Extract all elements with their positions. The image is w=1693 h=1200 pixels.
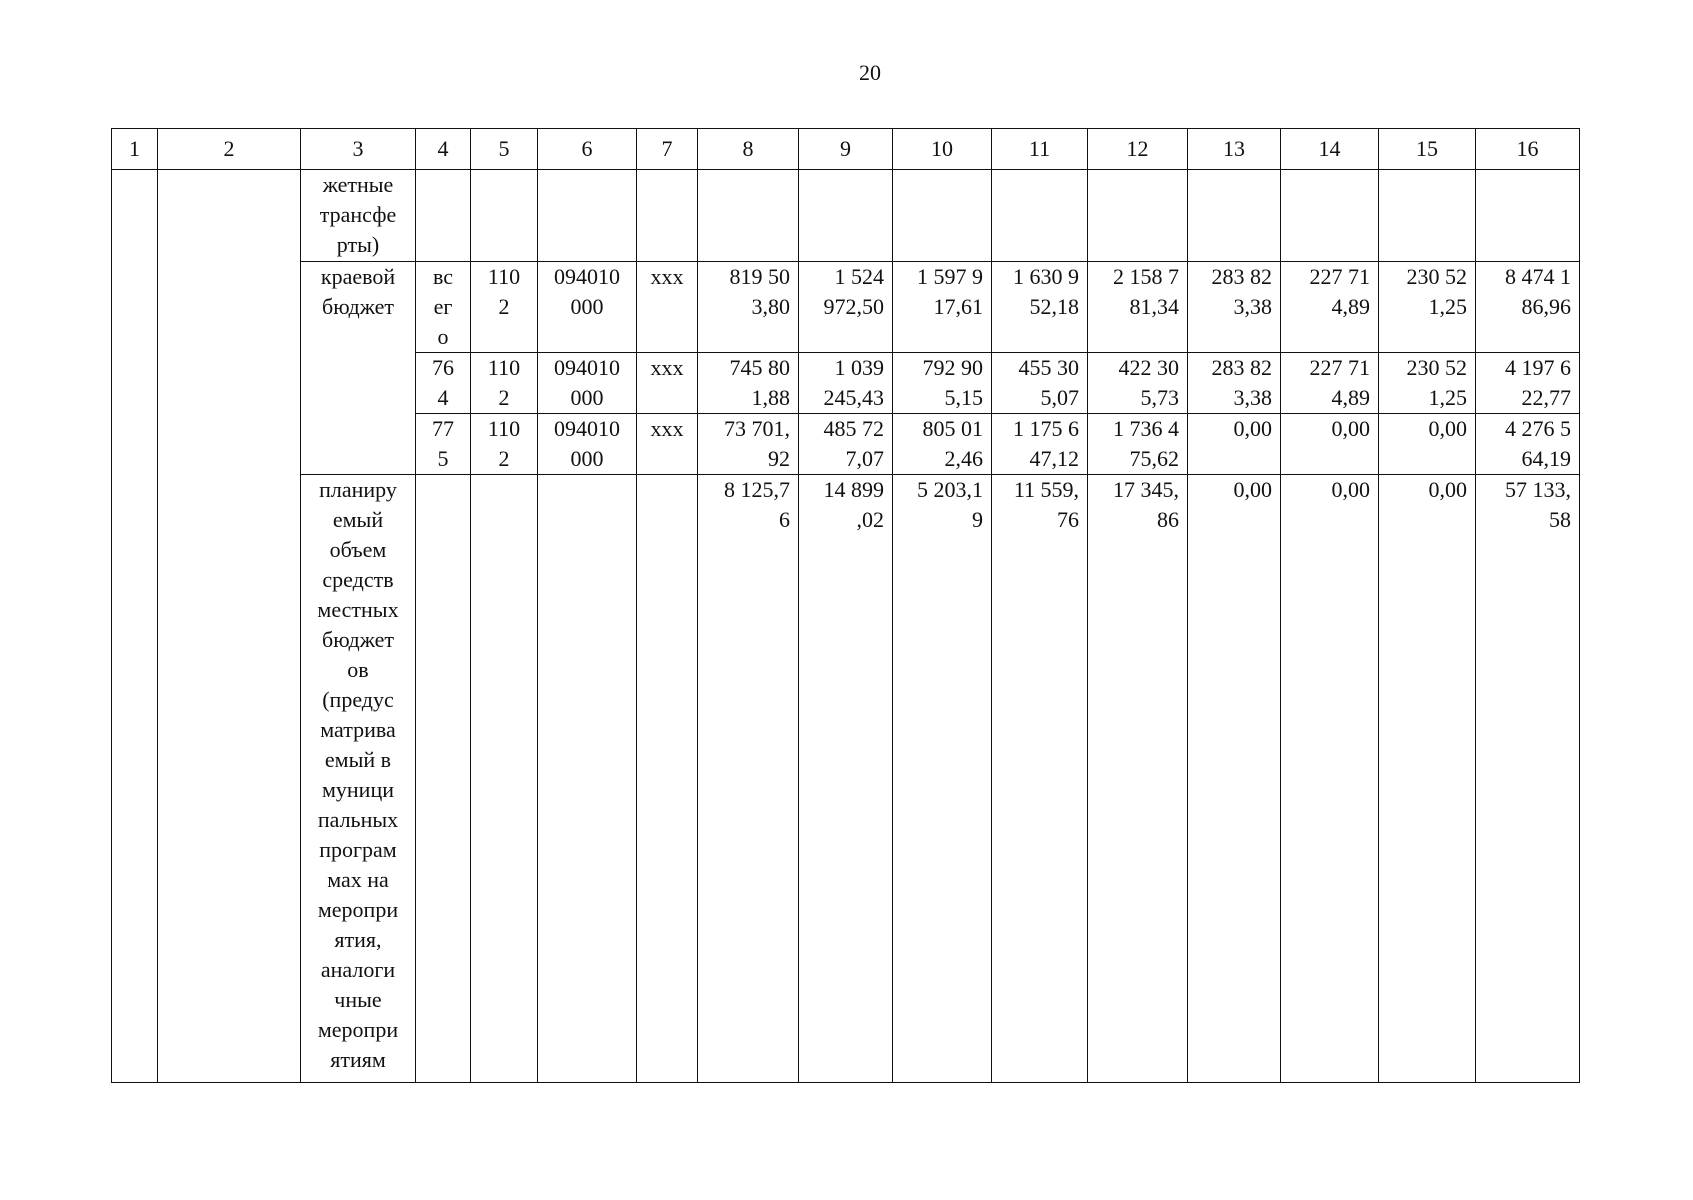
value-cell: 1 630 9 52,18 [1013, 264, 1079, 319]
column-number-row [112, 129, 1580, 170]
value-cell: 745 80 1,88 [729, 355, 790, 410]
column-number: 9 [799, 129, 893, 170]
empty-cell [1281, 170, 1379, 262]
value-cell: 4 276 5 64,19 [1505, 416, 1571, 471]
column-number: 15 [1379, 129, 1476, 170]
empty-cell [416, 170, 471, 262]
target-code: 094010 000 [554, 264, 620, 319]
value-cell: 455 30 5,07 [1018, 355, 1079, 410]
source-name: планиру емый объем средств местных бюджет ов (предус матрива емый в муници пальных програм мах на меропри ятия, аналоги чные меропри ятиям [317, 477, 399, 1072]
value-cell: 1 597 9 17,61 [917, 264, 983, 319]
source-name-cell [301, 475, 416, 1083]
value-cell: 0,00 [1428, 477, 1467, 502]
expense-code: ххх [650, 416, 684, 441]
budget-table [111, 128, 1580, 1083]
value-cell: 227 71 4,89 [1309, 264, 1370, 319]
value-cell: 230 52 1,25 [1406, 264, 1467, 319]
empty-cell [1188, 170, 1281, 262]
value-cell: 422 30 5,73 [1118, 355, 1179, 410]
column-number: 7 [637, 129, 698, 170]
table-row [112, 262, 1580, 353]
empty-cell [1379, 170, 1476, 262]
column-number: 1 [112, 129, 158, 170]
table-row [112, 475, 1580, 1083]
empty-cell [799, 170, 893, 262]
source-name-cell [301, 262, 416, 475]
empty-cell [1088, 170, 1188, 262]
value-cell: 805 01 2,46 [922, 416, 983, 471]
column-number: 6 [538, 129, 637, 170]
value-cell: 819 50 3,80 [729, 264, 790, 319]
column-number: 12 [1088, 129, 1188, 170]
value-cell: 485 72 7,07 [823, 416, 884, 471]
source-name-cell [301, 170, 416, 262]
value-cell: 14 899 ,02 [823, 477, 884, 532]
value-cell: 73 701, 92 [724, 416, 790, 471]
value-cell: 17 345, 86 [1113, 477, 1179, 532]
value-cell: 4 197 6 22,77 [1505, 355, 1571, 410]
target-code: 094010 000 [554, 416, 620, 471]
section-code: 110 2 [487, 355, 521, 410]
page-number: 20 [859, 60, 881, 85]
source-name: краевой бюджет [320, 264, 396, 319]
empty-cell [637, 170, 698, 262]
column-number: 2 [158, 129, 301, 170]
column-number: 14 [1281, 129, 1379, 170]
target-code: 094010 000 [554, 355, 620, 410]
value-cell: 1 039 245,43 [823, 355, 884, 410]
value-cell: 0,00 [1233, 477, 1272, 502]
value-cell: 8 125,7 6 [724, 477, 790, 532]
table-row [112, 170, 1580, 262]
column-number: 13 [1188, 129, 1281, 170]
value-cell: 0,00 [1428, 416, 1467, 441]
admin-code: 76 4 [432, 355, 454, 410]
section-code: 110 2 [487, 416, 521, 471]
value-cell: 1 736 4 75,62 [1113, 416, 1179, 471]
empty-cell [992, 170, 1088, 262]
value-cell: 0,00 [1331, 416, 1370, 441]
admin-code: вс ег о [432, 264, 454, 349]
empty-cell [416, 475, 471, 1083]
value-cell: 283 82 3,38 [1211, 355, 1272, 410]
value-cell: 792 90 5,15 [922, 355, 983, 410]
source-name: жетные трансфе рты) [319, 172, 397, 257]
value-cell: 230 52 1,25 [1406, 355, 1467, 410]
expense-code: ххх [650, 264, 684, 289]
column-number: 16 [1476, 129, 1580, 170]
empty-cell [538, 475, 637, 1083]
column-number: 8 [698, 129, 799, 170]
empty-cell [471, 170, 538, 262]
column-number: 10 [893, 129, 992, 170]
value-cell: 227 71 4,89 [1309, 355, 1370, 410]
value-cell: 1 175 6 47,12 [1013, 416, 1079, 471]
column-number: 5 [471, 129, 538, 170]
column-number: 3 [301, 129, 416, 170]
cell-col1 [112, 170, 158, 1083]
expense-code: ххх [650, 355, 684, 380]
value-cell: 57 133, 58 [1505, 477, 1571, 532]
empty-cell [1476, 170, 1580, 262]
value-cell: 5 203,1 9 [917, 477, 983, 532]
value-cell: 283 82 3,38 [1211, 264, 1272, 319]
empty-cell [698, 170, 799, 262]
empty-cell [893, 170, 992, 262]
empty-cell [538, 170, 637, 262]
cell-col2 [158, 170, 301, 1083]
value-cell: 8 474 1 86,96 [1505, 264, 1571, 319]
column-number: 11 [992, 129, 1088, 170]
value-cell: 0,00 [1233, 416, 1272, 441]
admin-code: 77 5 [432, 416, 454, 471]
empty-cell [471, 475, 538, 1083]
column-number: 4 [416, 129, 471, 170]
empty-cell [637, 475, 698, 1083]
value-cell: 2 158 7 81,34 [1113, 264, 1179, 319]
section-code: 110 2 [487, 264, 521, 319]
value-cell: 0,00 [1331, 477, 1370, 502]
value-cell: 1 524 972,50 [823, 264, 884, 319]
value-cell: 11 559, 76 [1013, 477, 1079, 532]
